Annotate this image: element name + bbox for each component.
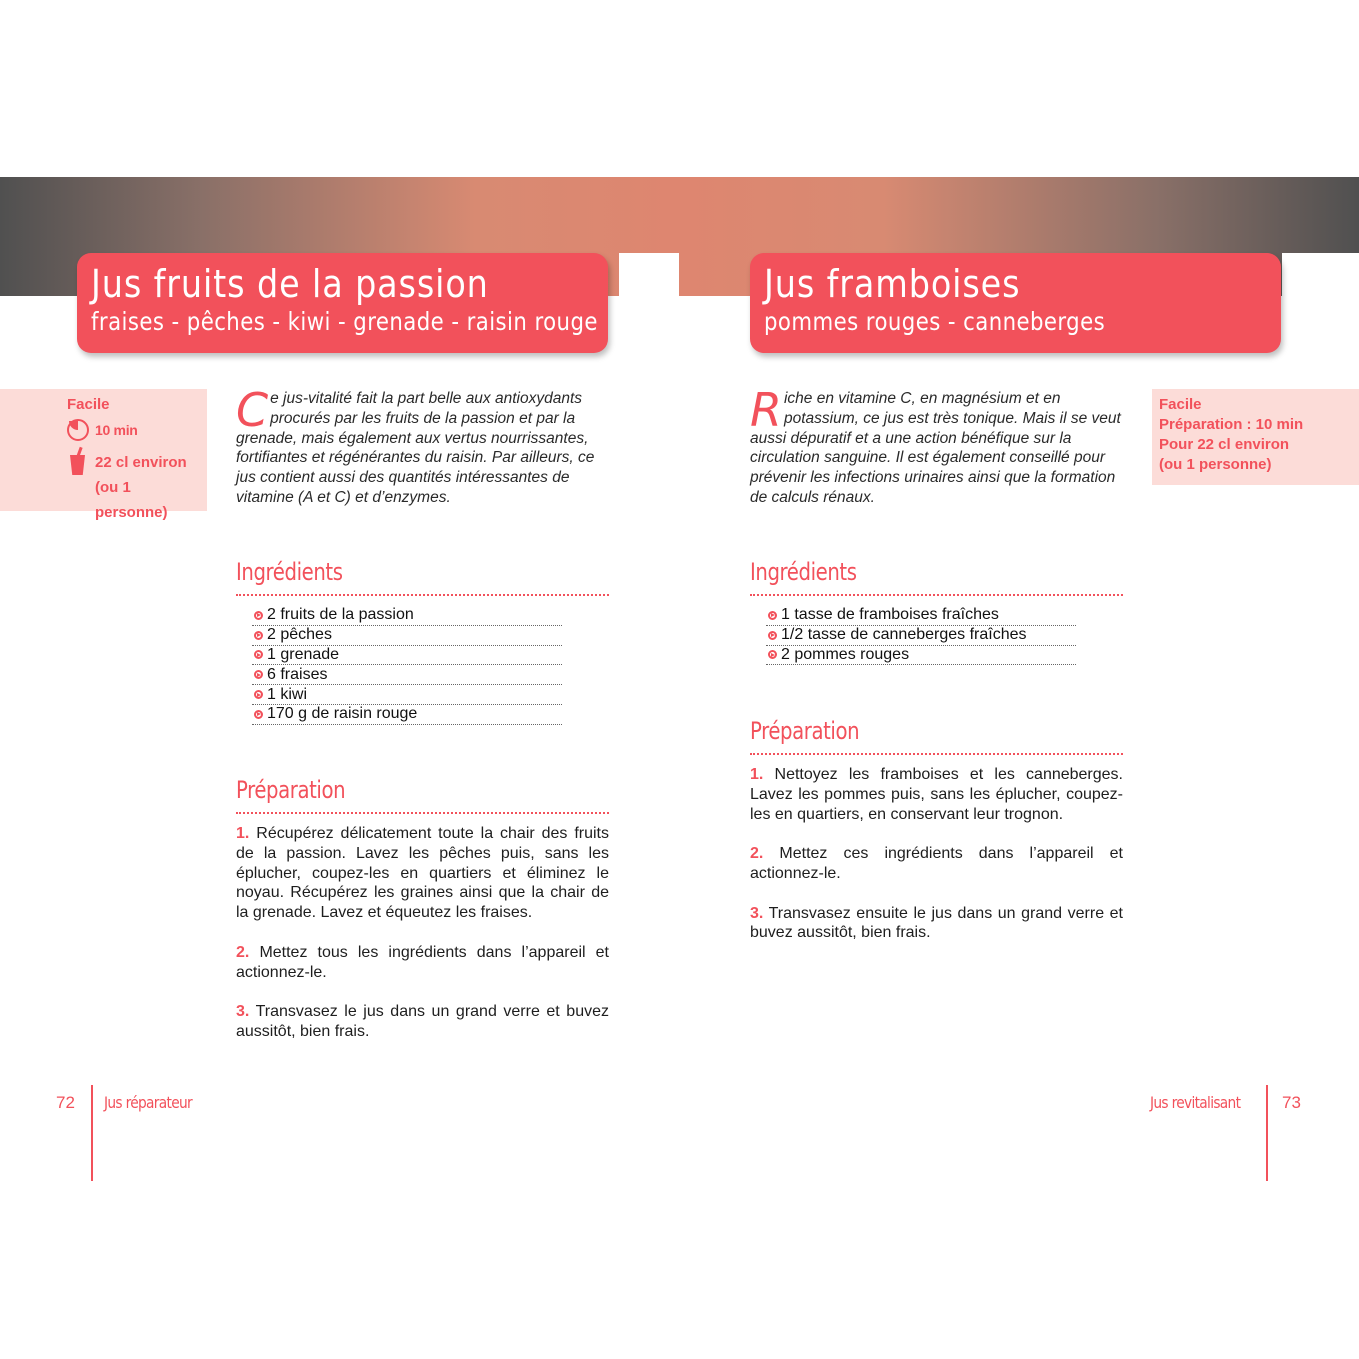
intro-text: e jus-vitalité fait la part belle aux antioxydants procurés par les fruits de la passion et par la grenade, mais également aux vertus nourrissantes, fortifiantes et régénérantes du raisin. Par ailleurs, ce jus contient aussi des quantités intéressantes de vitamine (A et C) et d’enzymes. xyxy=(236,390,595,506)
list-item: 1 tasse de framboises fraîches xyxy=(766,606,1076,626)
recipe-subtitle: fraises - pêches - kiwi - grenade - raisin rouge xyxy=(91,307,598,336)
step: 2. Mettez ces ingrédients dans l’appareil et actionnez-le. xyxy=(750,845,1123,882)
recipe-title-box-right xyxy=(750,253,1281,353)
bullet-arrow-icon xyxy=(254,690,263,699)
servings-label: (ou 1 personne) xyxy=(1159,456,1272,473)
step: 1. Récupérez délicatement toute la chair des fruits de la passion. Lavez les pêches puis, sans les éplucher, coupez-les en quartiers et éliminez le noyau. Récupérez les graines ainsi que la chair de la grenade. Lavez et équeutez les fraises. xyxy=(236,825,610,922)
bullet-arrow-icon xyxy=(254,670,263,679)
bullet-arrow-icon xyxy=(254,631,263,640)
bullet-arrow-icon xyxy=(768,650,777,659)
ingredients-list-right xyxy=(766,606,1076,665)
step: 1. Nettoyez les framboises et les canneberges. Lavez les pommes puis, sans les éplucher, coupez-les en quartiers, en conservant leur trognon. xyxy=(750,766,1124,823)
recipe-title: Jus fruits de la passion xyxy=(91,262,489,306)
list-item: 1 kiwi xyxy=(252,685,562,705)
volume-label: 22 cl environ xyxy=(95,454,187,471)
drop-cap: R xyxy=(750,383,782,437)
section-divider xyxy=(236,594,609,596)
bullet-arrow-icon xyxy=(254,650,263,659)
section-divider xyxy=(750,594,1123,596)
chapter-label-right: Jus revitalisant xyxy=(1150,1093,1241,1112)
intro-paragraph-right xyxy=(750,383,1125,508)
prep-time: 10 min xyxy=(95,422,138,438)
list-item: 2 fruits de la passion xyxy=(252,606,562,626)
list-item: 1/2 tasse de canneberges fraîches xyxy=(766,626,1076,646)
preparation-heading-left: Préparation xyxy=(236,776,346,804)
footer-rule-right xyxy=(1266,1085,1268,1181)
recipe-info-box-left xyxy=(0,389,207,521)
section-divider xyxy=(236,812,609,814)
list-item: 2 pêches xyxy=(252,626,562,646)
list-item: 1 grenade xyxy=(252,646,562,666)
recipe-subtitle: pommes rouges - canneberges xyxy=(764,307,1106,336)
difficulty-label: Facile xyxy=(67,396,110,413)
recipe-title: Jus framboises xyxy=(764,262,1021,306)
recipe-info-box-right xyxy=(1152,389,1359,485)
band-cutout-right xyxy=(1282,253,1359,296)
ingredients-heading-left: Ingrédients xyxy=(236,558,343,586)
chapter-label-left: Jus réparateur xyxy=(104,1093,193,1112)
page-number-left: 72 xyxy=(56,1093,75,1112)
difficulty-label: Facile xyxy=(1159,396,1202,413)
servings-label: (ou 1 personne) xyxy=(95,479,168,521)
bullet-arrow-icon xyxy=(768,611,777,620)
prep-time: Préparation : 10 min xyxy=(1159,416,1304,433)
page-number-right: 73 xyxy=(1282,1093,1301,1112)
preparation-steps-left xyxy=(236,824,609,1062)
ingredients-list-left xyxy=(252,606,562,725)
bullet-arrow-icon xyxy=(768,631,777,640)
intro-text: iche en vitamine C, en magnésium et en potassium, ce jus est très tonique. Mais il se veut aussi dépuratif et a une action bénéfique sur la circulation sanguine. Il est également conseillé pour prévenir les infections urinaires ainsi que la formation de calculs rénaux. xyxy=(750,390,1121,506)
preparation-heading-right: Préparation xyxy=(750,717,860,745)
footer-rule-left xyxy=(91,1085,93,1181)
ingredients-heading-right: Ingrédients xyxy=(750,558,857,586)
volume-label: Pour 22 cl environ xyxy=(1159,436,1290,453)
list-item: 2 pommes rouges xyxy=(766,646,1076,666)
band-cutout-left xyxy=(619,253,679,296)
recipe-title-box-left xyxy=(77,253,608,353)
step: 3. Transvasez ensuite le jus dans un grand verre et buvez aussitôt, bien frais. xyxy=(750,904,1123,942)
drop-cap: C xyxy=(236,383,269,437)
list-item: 6 fraises xyxy=(252,665,562,685)
list-item: 170 g de raisin rouge xyxy=(252,705,562,725)
preparation-steps-right xyxy=(750,765,1123,963)
glass-icon xyxy=(67,447,89,477)
step: 3. Transvasez le jus dans un grand verre et buvez aussitôt, bien frais. xyxy=(236,1003,610,1040)
bullet-arrow-icon xyxy=(254,710,263,719)
bullet-arrow-icon xyxy=(254,611,263,620)
step: 2. Mettez tous les ingrédients dans l’appareil et actionnez-le. xyxy=(236,943,610,981)
section-divider xyxy=(750,753,1123,755)
intro-paragraph-left xyxy=(236,383,611,508)
clock-icon xyxy=(67,419,89,441)
